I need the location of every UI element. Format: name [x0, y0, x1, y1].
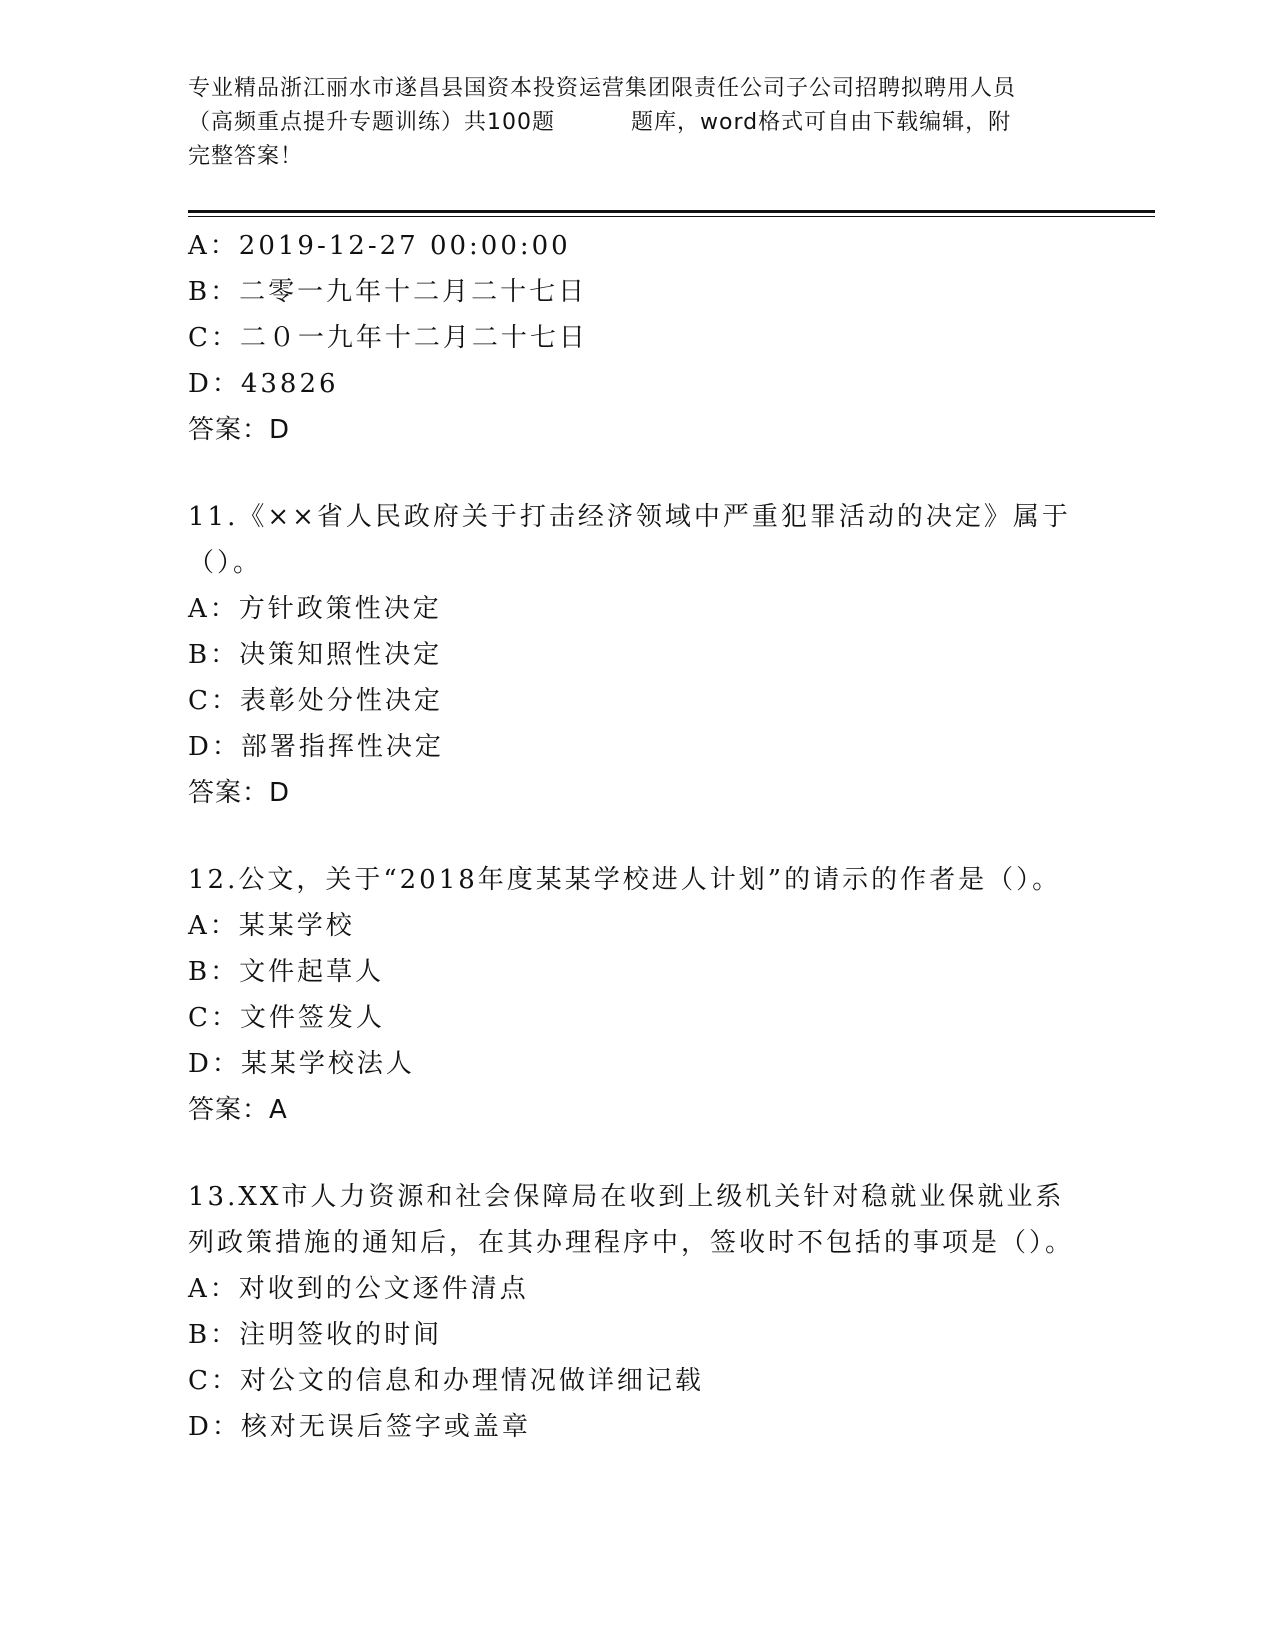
- question-stem: 13.XX市人力资源和社会保障局在收到上级机关针对稳就业保就业系列政策措施的通知后，在其办理程序中，签收时不包括的事项是（）。: [188, 1182, 1075, 1258]
- header-line-2b: 题库，word格式可自由下载编辑，附: [631, 110, 1012, 135]
- header-line-2a: （高频重点提升专题训练）共100题: [188, 110, 555, 135]
- header-line-2: [188, 106, 1088, 140]
- option-a: A：方针政策性决定: [188, 594, 442, 624]
- answer-line: 答案：A: [188, 1095, 288, 1125]
- option-a: A：对收到的公文逐件清点: [188, 1274, 529, 1304]
- header-divider-thick: [188, 210, 1155, 213]
- question-13: [188, 1174, 1088, 1450]
- option-a: A：2019-12-27 00:00:00: [188, 231, 571, 261]
- question-stem: 11.《××省人民政府关于打击经济领域中严重犯罪活动的决定》属于（）。: [188, 502, 1071, 578]
- option-c: C：文件签发人: [188, 1003, 385, 1033]
- option-d: D：43826: [188, 369, 339, 399]
- option-b: B：注明签收的时间: [188, 1320, 443, 1350]
- option-c: C：对公文的信息和办理情况做详细记载: [188, 1366, 704, 1396]
- option-d: D：某某学校法人: [188, 1049, 415, 1079]
- option-c: C：表彰处分性决定: [188, 686, 443, 716]
- answer-line: 答案：D: [188, 778, 291, 808]
- option-a: A：某某学校: [188, 911, 355, 941]
- header-line-3: 完整答案！: [188, 144, 304, 169]
- option-b: B：决策知照性决定: [188, 640, 443, 670]
- header-divider-thin: [188, 216, 1155, 217]
- question-list: [188, 223, 1088, 1450]
- question-12: [188, 857, 1088, 1133]
- option-d: D：部署指挥性决定: [188, 732, 444, 762]
- question-stem: 12.公文，关于“2018年度某某学校进人计划”的请示的作者是（）。: [188, 865, 1062, 895]
- header-line-1: 专业精品浙江丽水市遂昌县国资本投资运营集团限责任公司子公司招聘拟聘用人员: [188, 76, 1017, 101]
- document-header: [188, 72, 1088, 174]
- option-b: B：二零一九年十二月二十七日: [188, 277, 588, 307]
- option-c: C：二０一九年十二月二十七日: [188, 323, 588, 353]
- option-b: B：文件起草人: [188, 957, 385, 987]
- option-d: D：核对无误后签字或盖章: [188, 1412, 531, 1442]
- question-11: [188, 494, 1088, 816]
- question-10-tail: [188, 223, 1088, 453]
- answer-line: 答案：D: [188, 415, 291, 445]
